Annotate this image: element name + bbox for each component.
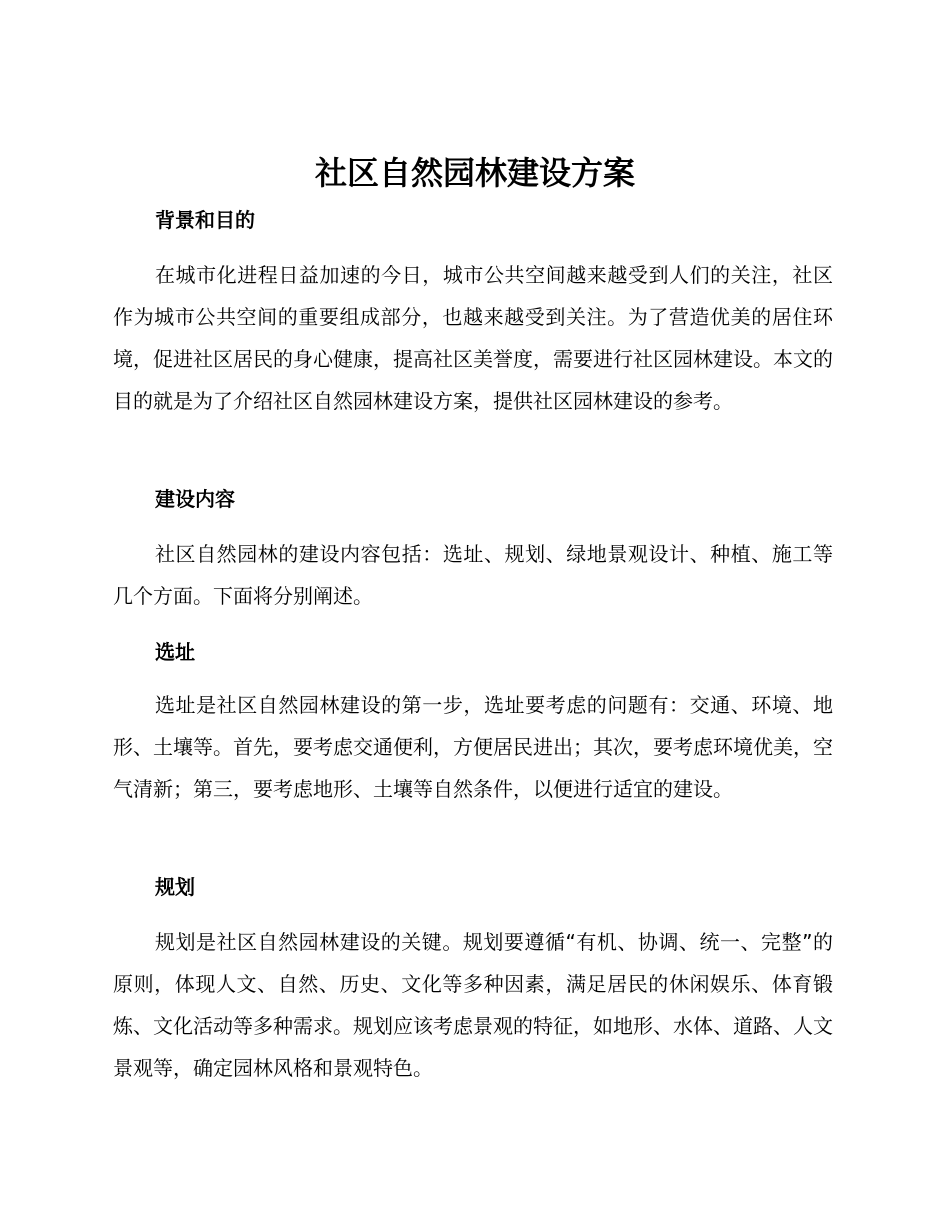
section-heading-planning: 规划 xyxy=(155,875,195,899)
section-paragraph-site-selection: 选址是社区自然园林建设的第一步，选址要考虑的问题有：交通、环境、地形、土壤等。首先，要考虑交通便利，方便居民进出；其次，要考虑环境优美，空气清新；第三，要考虑地形、土壤等自然条件，以便进行适宜的建设。 xyxy=(113,693,833,801)
section-heading-site-selection: 选址 xyxy=(155,640,195,664)
section-paragraph-planning: 规划是社区自然园林建设的关键。规划要遵循“有机、协调、统一、完整”的原则，体现人文、自然、历史、文化等多种因素，满足居民的休闲娱乐、体育锻炼、文化活动等多种需求。规划应该考虑景观的特征，如地形、水体、道路、人文景观等，确定园林风格和景观特色。 xyxy=(113,930,833,1080)
section-paragraph-background: 在城市化进程日益加速的今日，城市公共空间越来越受到人们的关注，社区作为城市公共空间的重要组成部分，也越来越受到关注。为了营造优美的居住环境，促进社区居民的身心健康，提高社区美誉度，需要进行社区园林建设。本文的目的就是为了介绍社区自然园林建设方案，提供社区园林建设的参考。 xyxy=(113,263,833,413)
section-heading-background: 背景和目的 xyxy=(155,208,255,232)
section-heading-content: 建设内容 xyxy=(155,487,235,511)
section-paragraph-content: 社区自然园林的建设内容包括：选址、规划、绿地景观设计、种植、施工等几个方面。下面将分别阐述。 xyxy=(113,542,833,608)
document-title: 社区自然园林建设方案 xyxy=(314,154,635,192)
